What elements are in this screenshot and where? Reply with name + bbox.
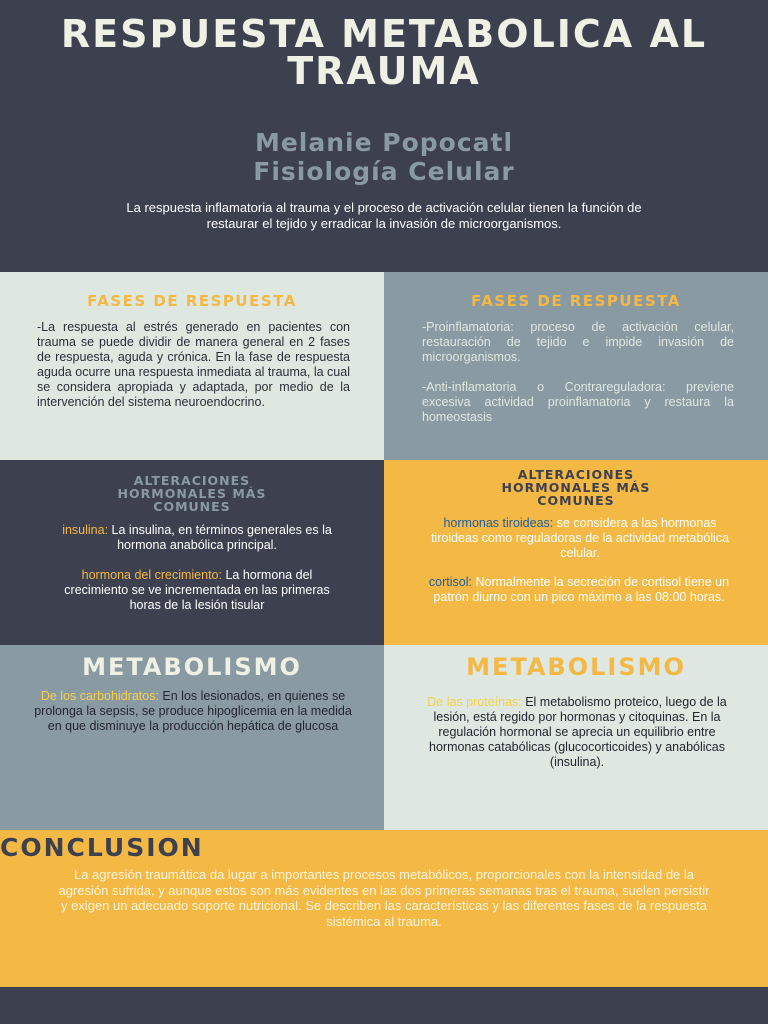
author-subject: Fisiología Celular xyxy=(253,157,515,186)
conclusion-heading: CONCLUSION xyxy=(0,833,204,862)
alteraciones-left-item-1 xyxy=(52,523,342,553)
alteraciones-left-heading: ALTERACIONES HORMONALES MÁS COMUNES xyxy=(117,473,267,514)
metabolismo-right-heading: METABOLISMO xyxy=(466,653,686,681)
metabolismo-left-heading: METABOLISMO xyxy=(82,653,302,681)
cortisol-label: cortisol: xyxy=(428,575,472,589)
metabolismo-left-panel xyxy=(0,645,384,830)
alteraciones-right-item-2 xyxy=(424,575,734,605)
author-block xyxy=(0,128,768,186)
fases-left-text: -La respuesta al estrés generado en pacientes con trauma se puede dividir de manera general en 2 fases de respuesta, aguda y crónica. En la fase de respuesta aguda ocurre una respuesta inmediata al trauma, la cual se considera apropiada y adaptada, por medio de la intervención del sistema neuroendocrino. xyxy=(37,320,350,409)
hormona-crecimiento-text: La hormona del crecimiento se ve incrementada en las primeras horas de la lesión tisular xyxy=(64,568,330,612)
alteraciones-right-item-1 xyxy=(430,516,730,561)
fases-right-text-2: -Anti-inflamatoria o Contrareguladora: previene excesiva actividad proinflamatoria y restaura la homeostasis xyxy=(422,380,734,424)
alteraciones-right-heading: ALTERACIONES HORMONALES MÁS COMUNES xyxy=(501,467,651,508)
hormonas-tiroideas-label: hormonas tiroideas: xyxy=(443,516,554,530)
metabolismo-right-text xyxy=(414,695,740,770)
fases-left-heading: FASES DE RESPUESTA xyxy=(87,292,297,310)
header-section xyxy=(0,0,768,272)
conclusion-text: La agresión traumática da lugar a importantes procesos metabólicos, proporcionales con la intensidad de la agresión sufrida, y aunque estos son más evidentes en las dos primeras semanas tras el trauma, suelen persistir y exigen un adecuado soporte nutricional. Se describen las características y las diferentes fases de la respuesta sistémica al trauma. xyxy=(58,867,710,929)
footer-band xyxy=(0,987,768,1024)
insulina-label: insulina: xyxy=(62,523,109,537)
proteinas-text: El metabolismo proteico, luego de la lesión, está regido por hormonas y citoquinas. En la regulación hormonal se aprecia un equilibrio entre hormonas catabólicas (glucocorticoides) y anabólicas (insulina). xyxy=(429,695,727,769)
alteraciones-left-item-2 xyxy=(52,568,342,613)
hormonas-tiroideas-text: se considera a las hormonas tiroideas como reguladoras de la actividad metabólica celular. xyxy=(430,516,730,560)
fases-right-text-1: -Proinflamatoria: proceso de activación celular, restauración de tejido e impide invasión de microorganismos. xyxy=(422,320,734,364)
insulina-text: La insulina, en términos generales es la hormona anabólica principal. xyxy=(108,523,332,552)
page-title: RESPUESTA METABOLICA AL TRAUMA xyxy=(60,12,708,93)
fases-left-panel xyxy=(0,272,384,460)
metabolismo-left-text xyxy=(30,689,356,734)
hormona-crecimiento-label: hormona del crecimiento: xyxy=(81,568,222,582)
alteraciones-left-panel xyxy=(0,460,384,645)
alteraciones-right-panel xyxy=(384,460,768,645)
carbohidratos-label: De los carbohidratos: xyxy=(40,689,159,703)
cortisol-text: Normalmente la secreción de cortisol tiene un patrón diurno con un pico máximo a las 08:00 horas. xyxy=(433,575,730,604)
carbohidratos-text: En los lesionados, en quienes se prolonga la sepsis, se produce hipoglicemia en la medida en que disminuye la producción hepática de glucosa xyxy=(34,689,352,733)
author-name: Melanie Popocatl xyxy=(254,128,514,157)
proteinas-label: De las proteínas: xyxy=(427,695,522,709)
metabolismo-right-panel xyxy=(384,645,768,830)
intro-text: La respuesta inflamatoria al trauma y el proceso de activación celular tienen la función de restaurar el tejido y erradicar la invasión de microorganismos. xyxy=(126,200,642,231)
fases-right-heading: FASES DE RESPUESTA xyxy=(471,292,681,310)
fases-right-panel xyxy=(384,272,768,460)
